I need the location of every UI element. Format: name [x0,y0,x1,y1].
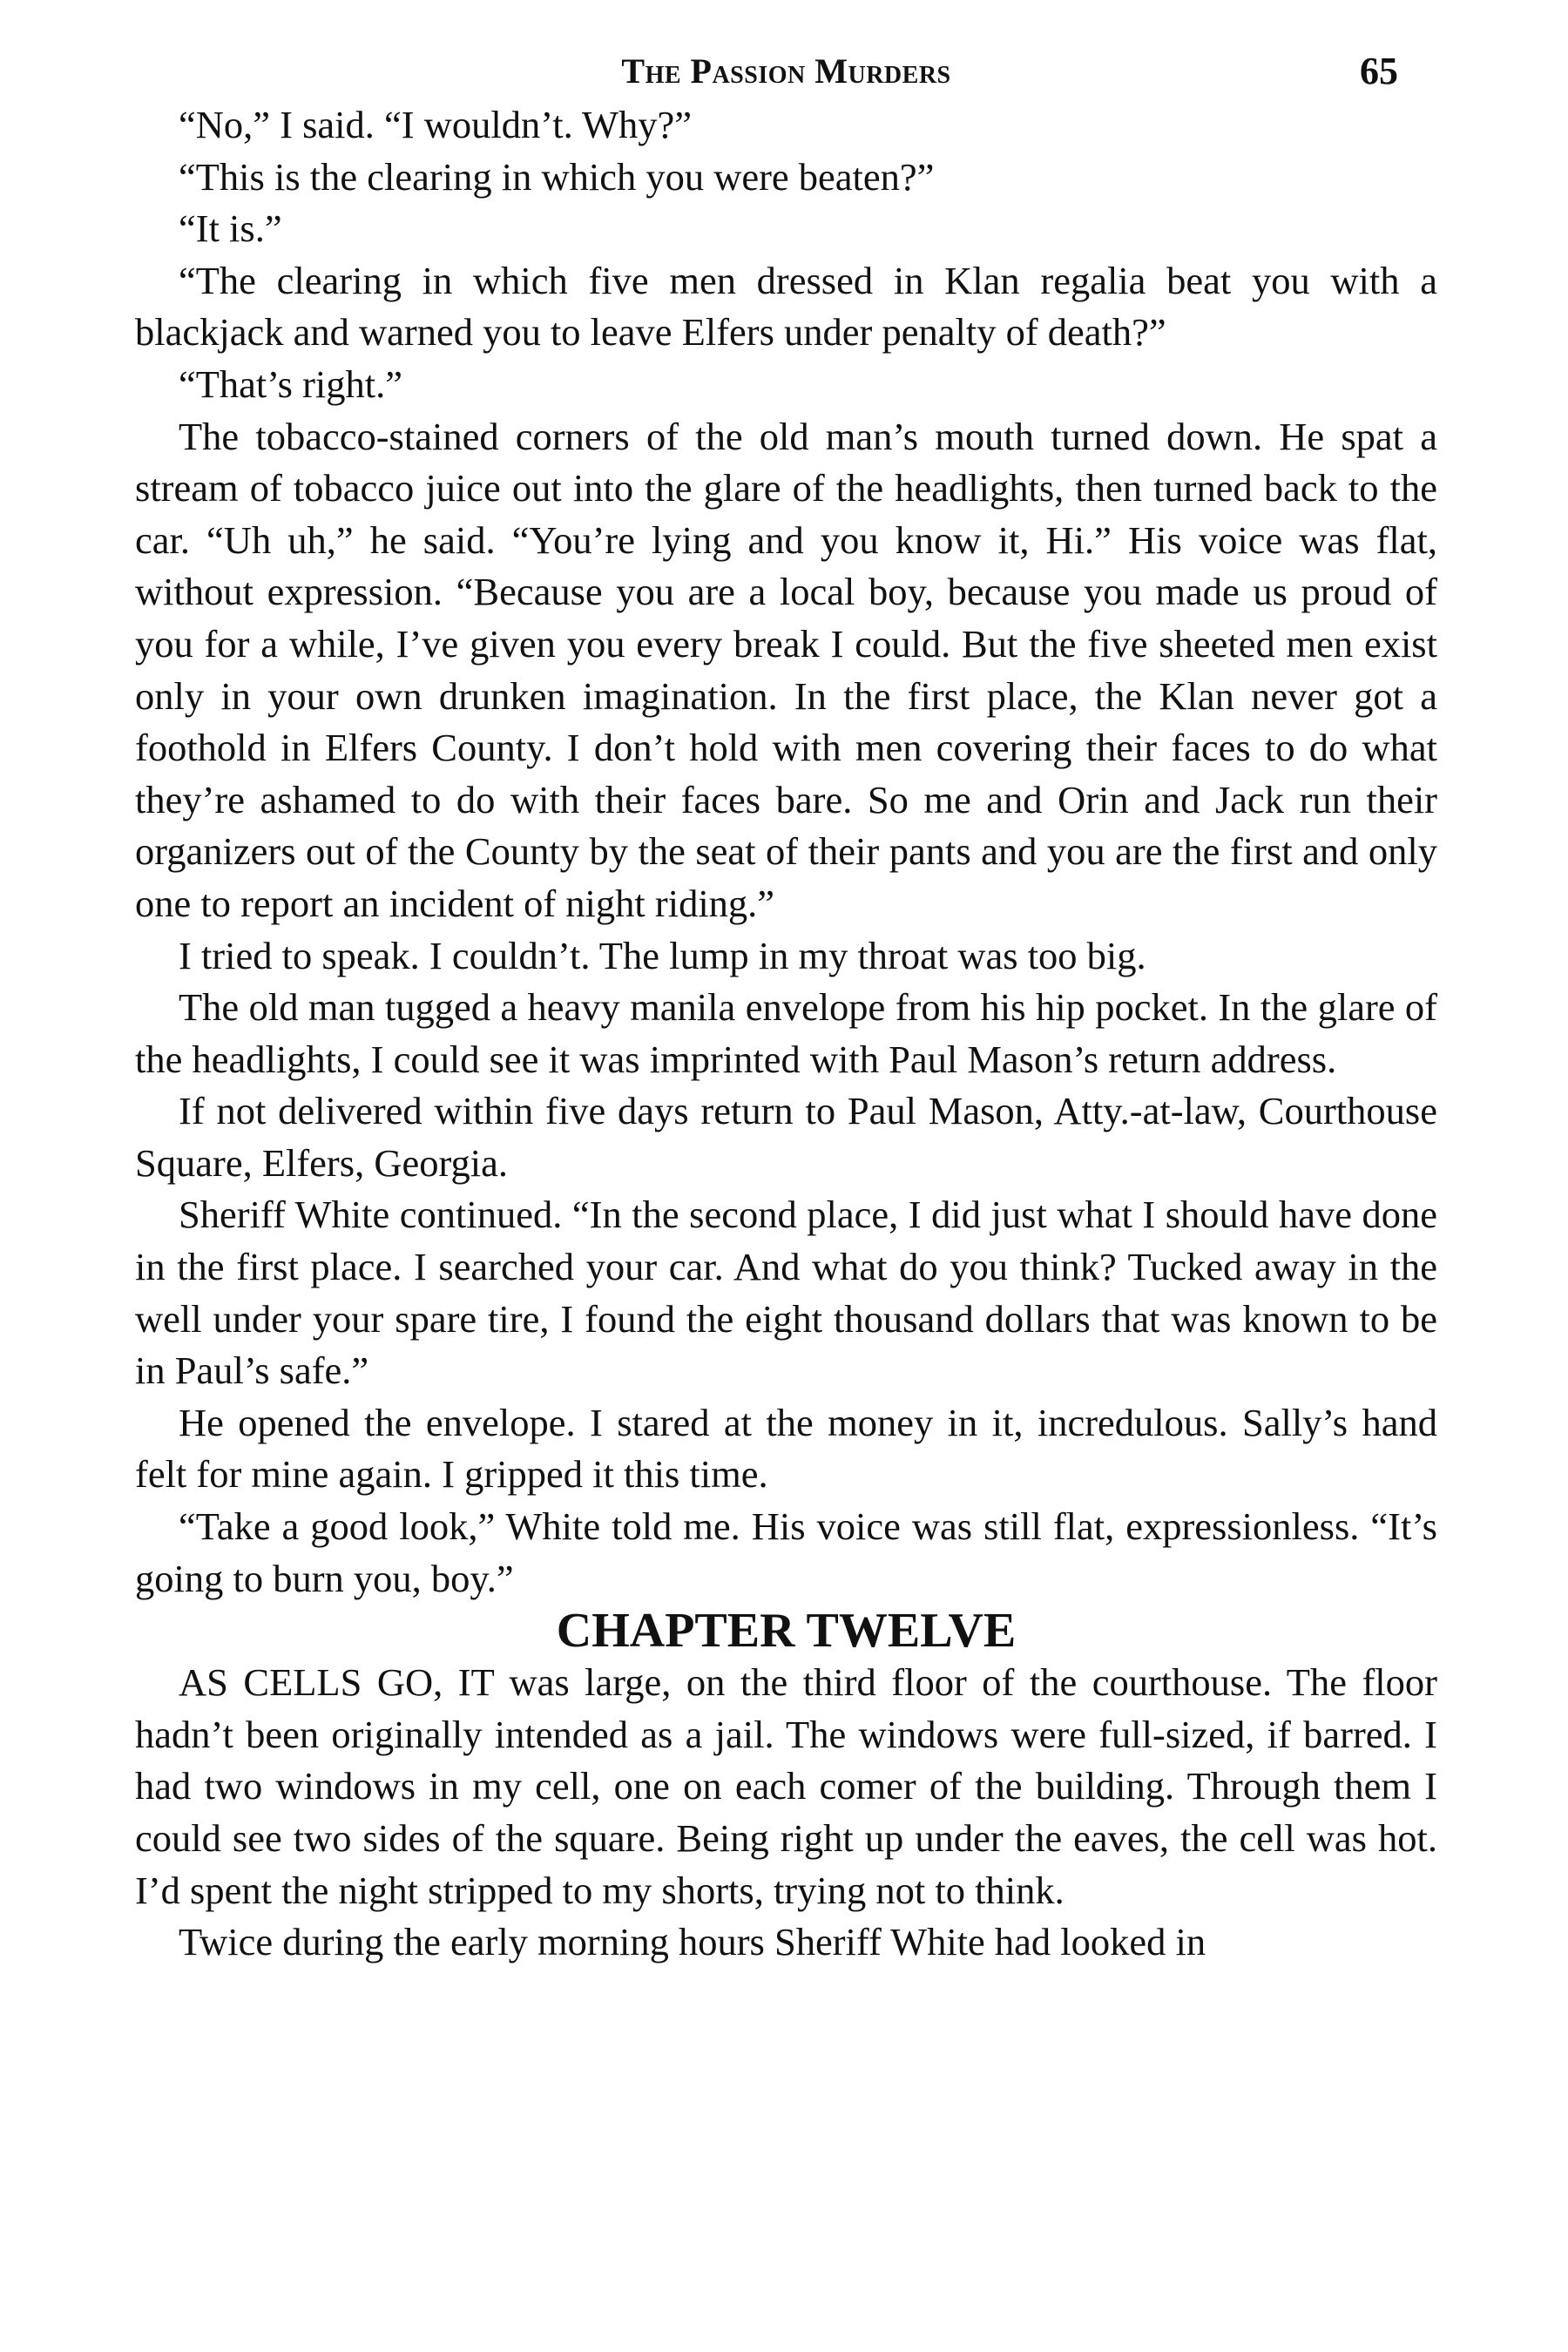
body-text [135,99,1437,1969]
page-number: 65 [1360,50,1398,92]
paragraph: I tried to speak. I couldn’t. The lump in my throat was too big. [179,933,1146,977]
paragraph: “That’s right.” [179,362,403,406]
paragraph: “It is.” [179,206,282,251]
paragraph: He opened the envelope. I stared at the money in it, incredulous. Sally’s hand felt for mine again. I gripped it this time. [135,1400,1437,1497]
page-header [135,44,1437,99]
book-page [135,44,1437,1969]
paragraph: The old man tugged a heavy manila envelope from his hip pocket. In the glare of the headlights, I could see it was imprinted with Paul Mason’s return address. [135,985,1437,1081]
paragraph: Sheriff White continued. “In the second place, I did just what I should have done in the first place. I searched your car. And what do you think? Tucked away in the well under your spare tire, I found the eight thousand dollars that was known to be in Paul’s safe.” [135,1193,1437,1393]
paragraph: “This is the clearing in which you were beaten?” [179,154,935,199]
paragraph: AS CELLS GO, IT was large, on the third floor of the courthouse. The floor hadn’t been originally intended as a jail. The windows were full-sized, if barred. I had two windows in my cell, one on each comer of the building. Through them I could see two sides of the square. Being right up under the eaves, the cell was hot. I’d spent the night stripped to my shorts, trying not to think. [135,1660,1437,1912]
paragraph: “No,” I said. “I wouldn’t. Why?” [179,103,693,146]
paragraph: “The clearing in which five men dressed in Klan regalia beat you with a blackjack and warned you to leave Elfers under penalty of death?” [135,258,1437,355]
paragraph: Twice during the early morning hours Sheriff White had looked in [179,1920,1206,1964]
paragraph: The tobacco-stained corners of the old man’s mouth turned down. He spat a stream of tobacco juice out into the glare of the headlights, then turned back to the car. “Uh uh,” he said. “You’re lying and you know it, Hi.” His voice was flat, without expression. “Because you are a local boy, because you made us proud of you for a while, I’ve given you every break I could. But the five sheeted men exist only in your own drunken imagination. In the first place, the Klan never got a foothold in Elfers County. I don’t hold with men covering their faces to do what they’re ashamed to do with their faces bare. So me and Orin and Jack run their organizers out of the County by the seat of their pants and you are the first and only one to report an incident of night riding.” [135,414,1437,925]
paragraph: If not delivered within five days return to Paul Mason, Atty.-at-law, Courthouse Square, Elfers, Georgia. [135,1089,1437,1185]
chapter-heading: CHAPTER TWELVE [556,1604,1017,1659]
paragraph: “Take a good look,” White told me. His voice was still flat, expressionless. “It’s going to burn you, boy.” [135,1504,1437,1600]
running-title: The Passion Murders [621,51,951,91]
